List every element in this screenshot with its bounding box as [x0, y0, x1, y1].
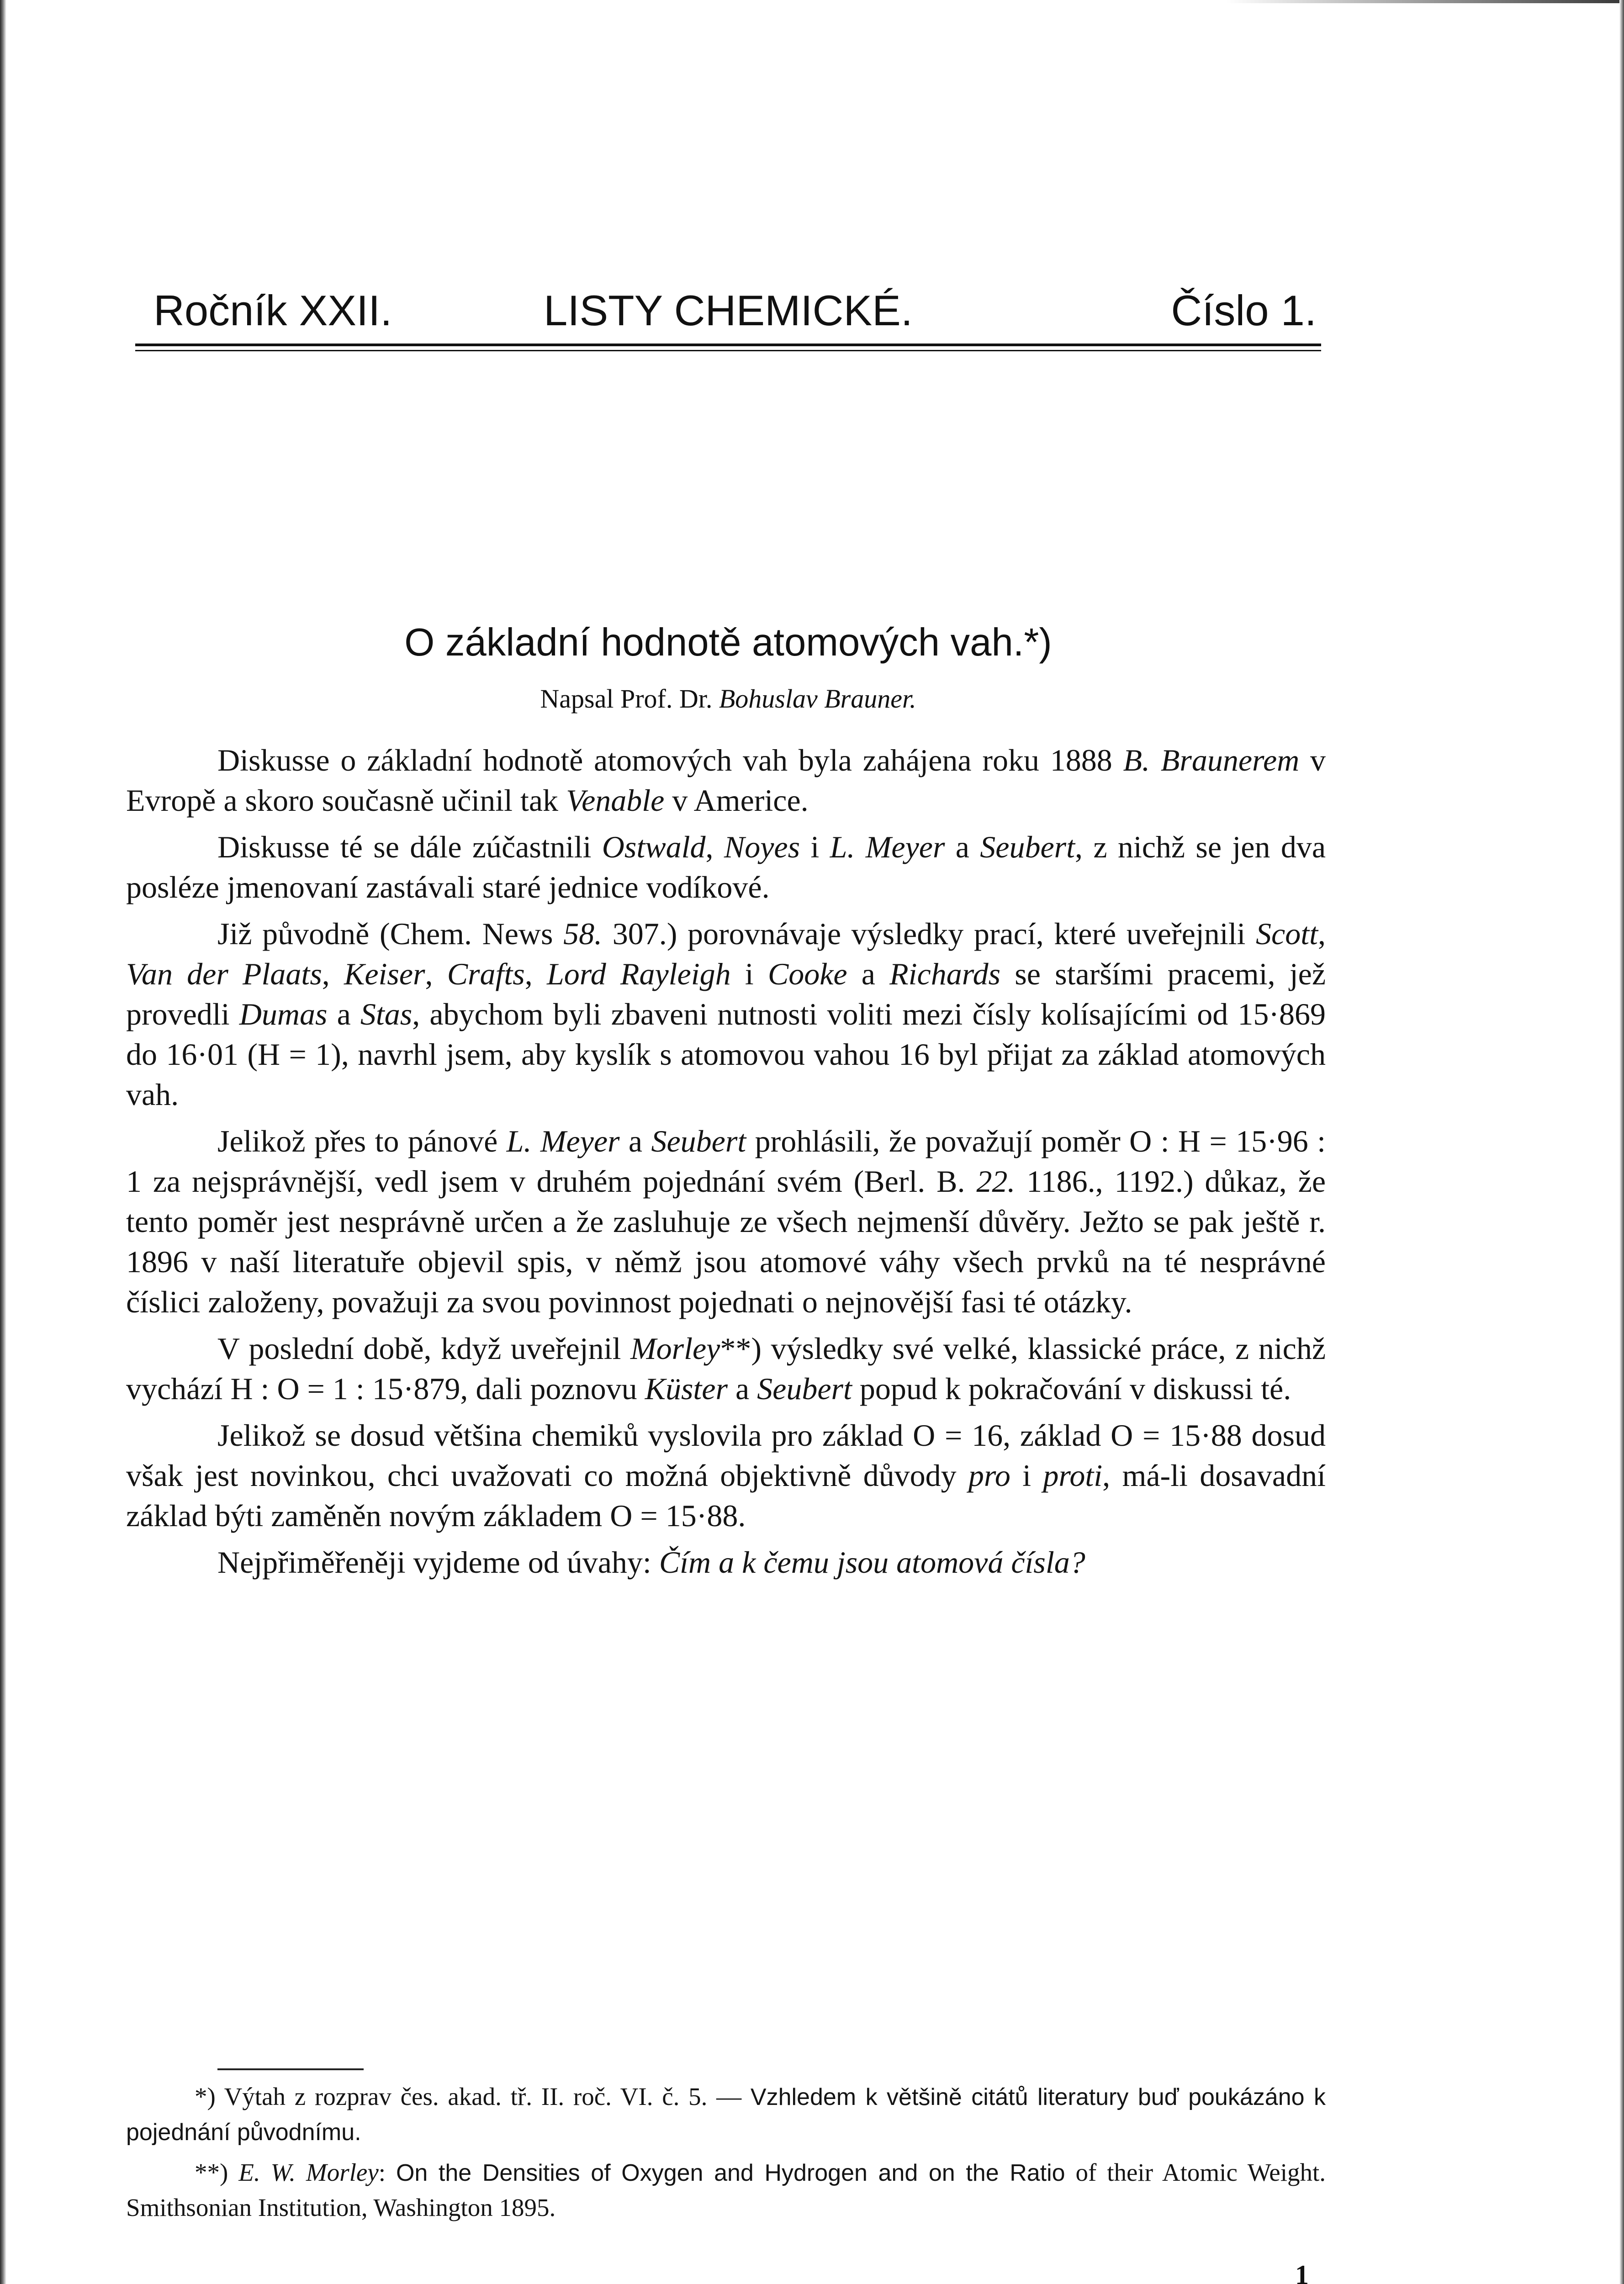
footnote-2 [126, 2155, 1326, 2225]
person-name: Lord Rayleigh [546, 957, 731, 991]
text-run: of their Atomic Weight. Smithsonian Institution, Washington 1895. [126, 2158, 1326, 2221]
text-run: , [322, 957, 344, 991]
text-run: On the Densities of Oxygen and Hydrogen and on the Ratio [396, 2160, 1065, 2186]
text-run: 1186., 1192.) důkaz, že tento poměr jest nesprávně určen a že zasluhuje ze všech nejmenší důvěry. Ježto se pak ještě r. 1896 v naší literatuře objevil spis, v němž jsou atomové váhy všech prvků na té nesprávné číslici založeny, považuji za svou povinnost pojednati o nejnovější fasi té otázky. [126, 1164, 1326, 1319]
person-name: Seubert [980, 830, 1075, 864]
person-name: Crafts [447, 957, 525, 991]
person-name: Venable [566, 783, 665, 818]
text-run: Diskusse té se dále zúčastnili [217, 830, 602, 864]
text-run: prohlásili, že považují poměr O : H = 15·96 : 1 za nejsprávnější, vedl jsem v druhém pojednání svém (Berl. B. [126, 1124, 1326, 1199]
journal-title: LISTY CHEMICKÉ. [544, 286, 913, 334]
text-run: 307.) porovnávaje výsledky prací, které uveřejnili [602, 916, 1256, 951]
emphasis: Čím a k čemu jsou atomová čísla? [659, 1545, 1085, 1580]
footnote-1 [126, 2079, 1326, 2150]
person-name: E. W. Morley [238, 2158, 379, 2186]
text-run: i [800, 830, 830, 864]
text-run: , [1318, 916, 1326, 951]
text-run: , [425, 957, 447, 991]
header-rule-thick [135, 344, 1321, 346]
issue-number: Číslo 1. [1171, 286, 1317, 334]
text-run: , abychom byli zbaveni nutnosti voliti mezi čísly kolísajícími od 15·869 do 16·01 (H = 1), navrhl jsem, aby kyslík s atomovou vahou 16 byl přijat za základ atomových vah. [126, 997, 1326, 1112]
emphasis: proti [1043, 1458, 1103, 1493]
text-run: a [727, 1371, 757, 1406]
scan-edge-left [0, 0, 6, 2284]
text-run: i [730, 957, 768, 991]
text-run: Nejpřiměřeněji vyjdeme od úvahy: [217, 1545, 659, 1580]
person-name: Cooke [767, 957, 847, 991]
person-name: Keiser [344, 957, 425, 991]
text-run: Vzhledem k většině citátů literatury buď poukázáno k pojednání původnímu. [126, 2084, 1326, 2146]
byline-prefix: Napsal Prof. Dr. [540, 684, 713, 714]
text-run: V poslední době, když uveřejnil [217, 1331, 630, 1366]
text-run: , z nichž se jen dva posléze jmenovaní zastávali staré jednice vodíkové. [126, 830, 1326, 904]
article-body [126, 740, 1326, 1589]
person-name: L. Meyer [506, 1124, 620, 1158]
text-run: v Americe. [664, 783, 809, 818]
author-byline [135, 681, 1321, 717]
paragraph-7 [126, 1542, 1326, 1582]
person-name: Seubert [651, 1124, 746, 1158]
paragraph-6 [126, 1415, 1326, 1536]
emphasis: pro [968, 1458, 1010, 1493]
text-run: a [327, 997, 360, 1031]
text-run: Již původně (Chem. News [217, 916, 564, 951]
article-title: O základní hodnotě atomových vah.*) [404, 621, 1052, 664]
person-name: Ostwald [602, 830, 706, 864]
text-run: se staršími pracemi, jež provedli [126, 957, 1326, 1031]
person-name: Stas [360, 997, 413, 1031]
page-number: 1 [1295, 2260, 1309, 2284]
person-name: Van der Plaats [126, 957, 322, 991]
text-run: i [1010, 1458, 1043, 1493]
text-run: , má-li dosavadní základ býti zaměněn novým základem O = 15·88. [126, 1458, 1326, 1533]
volume-ref: 58. [563, 916, 603, 951]
person-name: B. Braunerem [1123, 743, 1300, 777]
header-rule-thin [135, 350, 1321, 351]
volume-label: Ročník XXII. [153, 286, 392, 334]
person-name: Scott [1256, 916, 1318, 951]
text-run: a [945, 830, 980, 864]
text-run: v Evropě a skoro současně učinil tak [126, 743, 1326, 818]
paragraph-2 [126, 827, 1326, 907]
text-run: Jelikož přes to pánové [217, 1124, 507, 1158]
person-name: Küster [645, 1371, 728, 1406]
text-run: Diskusse o základní hodnotě atomových vah byla zahájena roku 1888 [217, 743, 1123, 777]
text-run: popud k pokračování v diskussi té. [852, 1371, 1291, 1406]
person-name: Noyes [724, 830, 800, 864]
scan-edge-right [1619, 0, 1624, 2284]
person-name: Morley [630, 1331, 720, 1366]
text-run: , [524, 957, 547, 991]
volume-ref: 22. [976, 1164, 1016, 1199]
scan-edge-top [1227, 0, 1619, 3]
text-run: a [847, 957, 890, 991]
person-name: Dumas [239, 997, 328, 1031]
person-name: Richards [889, 957, 1001, 991]
text-run: : [378, 2158, 396, 2186]
text-run: **) výsledky své velké, klassické práce, z nichž vychází H : O = 1 : 15·879, dali poznovu [126, 1331, 1326, 1406]
person-name: L. Meyer [830, 830, 945, 864]
text-run: **) [195, 2158, 239, 2186]
text-run: a [619, 1124, 651, 1158]
text-run: Jelikož se dosud většina chemiků vyslovila pro základ O = 16, základ O = 15·88 dosud však jest novinkou, chci uvažovati co možná objektivně důvody [126, 1418, 1326, 1493]
footnotes [126, 2079, 1326, 2231]
text-run: , [705, 830, 724, 864]
paragraph-3 [126, 914, 1326, 1115]
author-name: Bohuslav Brauner. [719, 684, 916, 714]
page-header [135, 281, 1321, 340]
person-name: Seubert [757, 1371, 852, 1406]
paragraph-5 [126, 1328, 1326, 1409]
paragraph-1 [126, 740, 1326, 820]
footnote-rule [217, 2068, 364, 2070]
paragraph-4 [126, 1121, 1326, 1322]
text-run: *) Výtah z rozprav čes. akad. tř. II. roč. VI. č. 5. — [195, 2083, 751, 2110]
